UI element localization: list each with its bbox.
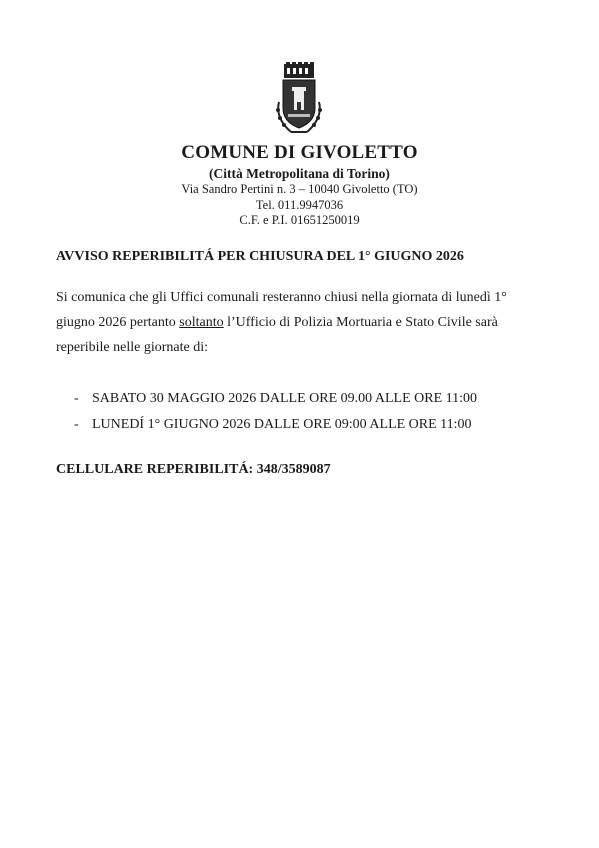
availability-list: [74, 386, 477, 438]
body-line: [56, 310, 531, 335]
body-text-span: l’Ufficio di Polizia Mortuaria e Stato Civile sarà: [223, 315, 498, 330]
list-item: [74, 412, 477, 438]
underlined-word: soltanto: [179, 315, 224, 330]
cell-phone-line: CELLULARE REPERIBILITÁ: 348/3589087: [56, 462, 331, 477]
address: Via Sandro Pertini n. 3 – 10040 Givoletto (TO): [181, 182, 418, 196]
list-item: [74, 386, 477, 412]
list-dash: -: [74, 391, 79, 406]
telephone: Tel. 011.9947036: [255, 198, 344, 212]
body-line: Si comunica che gli Uffici comunali resteranno chiusi nella giornata di lunedì 1°: [56, 290, 507, 305]
tax-code: C.F. e P.I. 01651250019: [239, 213, 360, 227]
coat-of-arms-icon: [271, 62, 327, 138]
body-text-span: giugno 2026 pertanto: [56, 315, 180, 330]
metropolitan-city: (Città Metropolitana di Torino): [209, 166, 390, 181]
list-dash: -: [74, 417, 79, 432]
body-line: reperibile nelle giornate di:: [56, 340, 208, 355]
list-item-text: SABATO 30 MAGGIO 2026 DALLE ORE 09.00 ALLE ORE 11:00: [92, 391, 477, 406]
town-name: COMUNE DI GIVOLETTO: [181, 142, 418, 163]
list-item-text: LUNEDÍ 1° GIUGNO 2026 DALLE ORE 09:00 ALLE ORE 11:00: [92, 417, 472, 432]
notice-title: AVVISO REPERIBILITÁ PER CHIUSURA DEL 1° GIUGNO 2026: [56, 249, 464, 264]
notice-body: [56, 285, 531, 360]
